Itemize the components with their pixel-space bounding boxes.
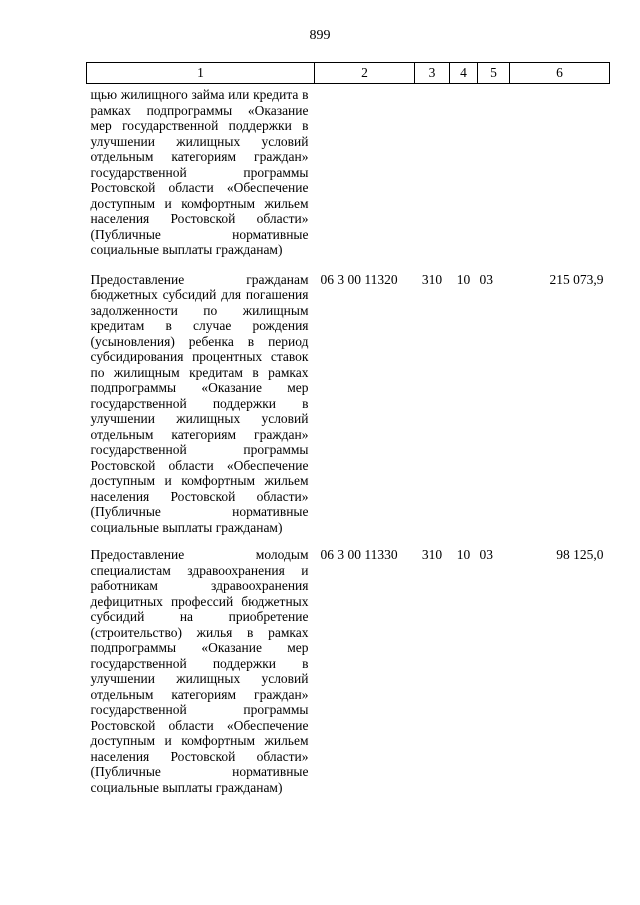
row-amount: 215 073,9 — [549, 271, 604, 287]
description-text: Предоставление молодым специалистам здравоохранения и работникам здравоохранения дефицитных профессий бюджетных субсидий на приобретение (строительство) жилья в рамках подпрограммы «Оказание мер государственной поддержки в улучшении жилищных условий отдельным категориям граждан» государственной программы Ростовской области «Обеспечение доступным и комфортным жильем населения Ростовской области» (Публичные нормативные социальные выплаты гражданам) — [90, 547, 309, 795]
table-row — [87, 547, 610, 807]
description-text: щью жилищного займа или кредита в рамках подпрограммы «Оказание мер государственной поддержки в улучшении жилищных условий отдельным категориям граждан» государственной программы Ростовской области «Обеспечение доступным и комфортным жильем населения Ростовской области» (Публичные нормативные социальные выплаты гражданам) — [90, 87, 309, 257]
header-row — [87, 63, 610, 84]
header-col-5: 5 — [478, 63, 510, 84]
row-description — [87, 547, 315, 807]
row-section: 10 — [456, 271, 471, 287]
row-target-code: 06 3 00 11320 — [320, 271, 398, 287]
page-number: 899 — [309, 28, 331, 43]
header-col-6: 6 — [510, 63, 610, 84]
row-subsection: 03 — [479, 271, 493, 287]
description-text: Предоставление гражданам бюджетных субсидий для погашения задолженности по жилищным кредитам в случае рождения (усыновления) ребенка в период субсидирования процентных ставок по жилищным кредитам в рамках подпрограммы «Оказание мер государственной поддержки в улучшении жилищных условий отдельным категориям граждан» государственной программы Ростовской области «Обеспечение доступным и комфортным жильем населения Ростовской области» (Публичные нормативные социальные выплаты гражданам) — [90, 271, 309, 535]
header-col-2: 2 — [315, 63, 415, 84]
header-col-4: 4 — [450, 63, 478, 84]
row-amount — [510, 84, 610, 272]
table-row — [87, 272, 610, 548]
row-section: 10 — [456, 547, 471, 562]
row-expense-type: 310 — [421, 271, 443, 287]
header-col-1: 1 — [87, 63, 315, 84]
row-target-code — [315, 84, 415, 272]
row-target-code: 06 3 00 11330 — [320, 547, 398, 562]
row-section — [450, 84, 478, 272]
row-subsection: 03 — [479, 547, 493, 562]
row-expense-type — [415, 84, 450, 272]
budget-table — [86, 62, 610, 807]
row-amount: 98 125,0 — [556, 547, 604, 562]
header-col-3: 3 — [415, 63, 450, 84]
row-expense-type: 310 — [421, 547, 443, 562]
table-row — [87, 84, 610, 272]
row-description — [87, 84, 315, 272]
row-subsection — [478, 84, 510, 272]
row-description — [87, 272, 315, 548]
